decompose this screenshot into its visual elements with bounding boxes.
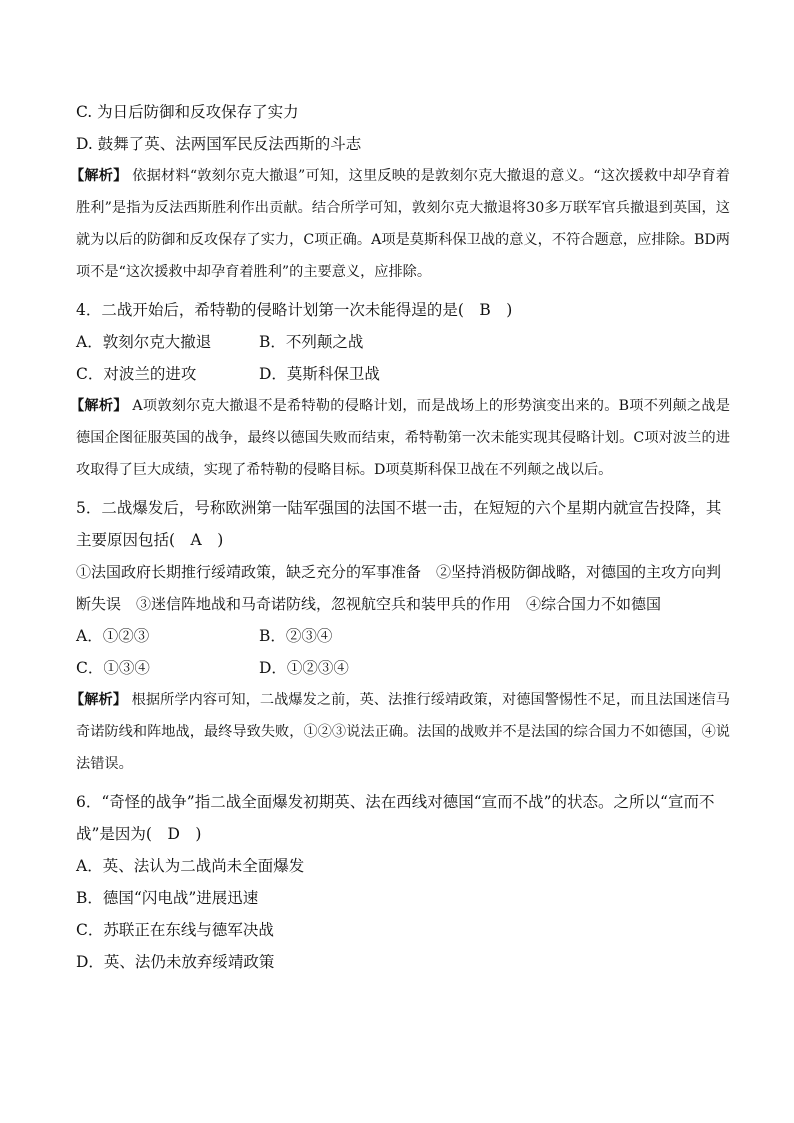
q3-option-c: C. 为日后防御和反攻保存了实力 <box>76 103 299 121</box>
q4-options-row-1 <box>76 326 730 358</box>
q3-analysis <box>70 160 730 288</box>
analysis-label: 【解析】 <box>70 168 128 184</box>
page-content <box>70 96 730 978</box>
q5-question: 5．二战爆发后，号称欧洲第一陆军强国的法国不堪一击，在短短的六个星期内就宣告投降，其主要原因包括( A ) <box>76 499 722 549</box>
q4-analysis-text: A项敦刻尔克大撤退不是希特勒的侵略计划，而是战场上的形势演变出来的。B项不列颠之战是德国企图征服英国的战争，最终以德国失败而结束，希特勒第一次未能实现其侵略计划。C项对波兰的进攻取得了巨大成绩，实现了希特勒的侵略目标。D项莫斯科保卫战在不列颠之战以后。 <box>76 398 730 478</box>
q4-option-b: B．不列颠之战 <box>259 333 364 351</box>
q3-analysis-text: 依据材料“敦刻尔克大撤退”可知，这里反映的是敦刻尔克大撤退的意义。“这次援救中却孕育着胜利”是指为反法西斯胜利作出贡献。结合所学可知，敦刻尔克大撤退将30多万联军官兵撤退到英国，这就为以后的防御和反攻保存了实力，C项正确。A项是莫斯科保卫战的意义，不符合题意，应排除。BD两项不是“这次援救中却孕育着胜利”的主要意义，应排除。 <box>76 168 730 280</box>
q5-option-d: D．①②③④ <box>259 659 349 677</box>
q5-option-c: C．①③④ <box>76 659 150 677</box>
q5-options-row-2 <box>76 652 730 684</box>
q6-option-a: A．英、法认为二战尚未全面爆发 <box>76 857 305 875</box>
q5-analysis-text: 根据所学内容可知，二战爆发之前，英、法推行绥靖政策，对德国警惕性不足，而且法国迷信马奇诺防线和阵地战，最终导致失败，①②③说法正确。法国的战败并不是法国的综合国力不如德国，④说法错误。 <box>76 692 730 772</box>
q4-option-d: D．莫斯科保卫战 <box>259 365 380 383</box>
q6-option-c: C．苏联正在东线与德军决战 <box>76 921 274 939</box>
q4-option-c: C．对波兰的进攻 <box>76 365 197 383</box>
q6-option-d: D．英、法仍未放弃绥靖政策 <box>76 953 275 971</box>
q5-statements: ①法国政府长期推行绥靖政策，缺乏充分的军事准备 ②坚持消极防御战略，对德国的主攻方向判断失误 ③迷信阵地战和马奇诺防线，忽视航空兵和装甲兵的作用 ④综合国力不如德国 <box>76 563 722 613</box>
analysis-label: 【解析】 <box>70 692 127 708</box>
q5-option-b: B．②③④ <box>259 627 333 645</box>
q5-analysis <box>70 684 730 780</box>
q6-question: 6．“奇怪的战争”指二战全面爆发初期英、法在西线对德国“宣而不战”的状态。之所以“宣而不战”是因为( D ) <box>76 793 715 843</box>
q4-options-row-2 <box>76 358 730 390</box>
q5-option-a: A．①②③ <box>76 627 150 645</box>
q6-option-b: B．德国“闪电战”进展迅速 <box>76 889 259 907</box>
q4-analysis <box>70 390 730 486</box>
q4-option-a: A．敦刻尔克大撤退 <box>76 333 212 351</box>
q5-options-row-1 <box>76 620 730 652</box>
analysis-label: 【解析】 <box>70 398 128 414</box>
q3-option-d: D. 鼓舞了英、法两国军民反法西斯的斗志 <box>76 135 362 153</box>
q4-question: 4．二战开始后，希特勒的侵略计划第一次未能得逞的是( B ) <box>76 301 513 319</box>
